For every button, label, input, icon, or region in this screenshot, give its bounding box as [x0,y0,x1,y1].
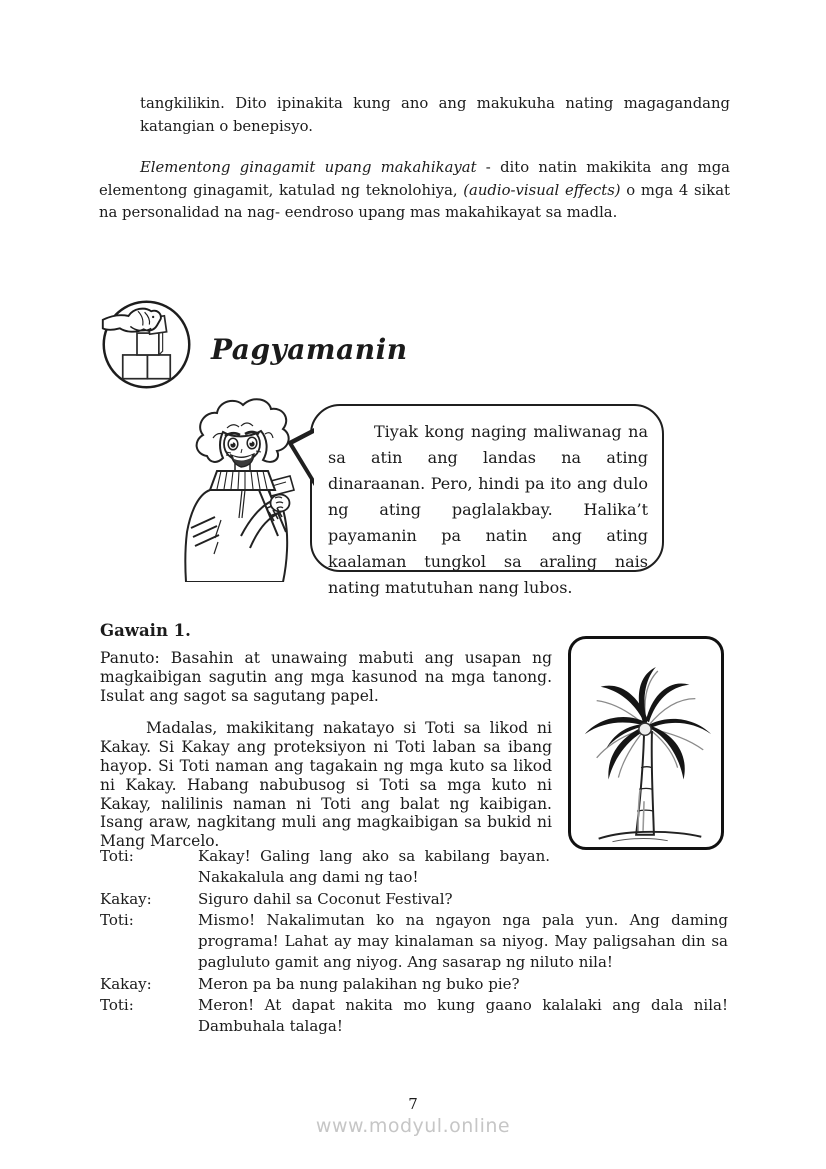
boy-mascot-svg [183,398,309,582]
intro-paragraph-2-text-a: - dito natin makikita ang mga elementong ginagamit, katulad ng teknolohiya, [99,159,730,199]
intro-paragraph-2-text-b: o mga 4 sikat na personalidad na nag- eendroso upang mas makahikayat sa madla. [99,181,731,221]
intro-paragraph-2-italic-lead: Elementong ginagamit upang makahikayat [140,159,477,176]
gawain-heading: Gawain 1. [100,621,191,640]
intro-paragraph-2-italic-effects: (audio-visual effects) [463,181,621,199]
intro-paragraph-1: tangkilikin. Dito ipinakita kung ano ang makukuha nating magagandang katangian o benepisyo. [140,95,730,135]
dialogue-turn [100,910,728,974]
watermark: www.modyul.online [315,1115,511,1137]
panuto-text: Panuto: Basahin at unawaing mabuti ang usapan ng magkaibigan sagutin ang mga kasunod na mga tanong. Isulat ang sagot sa sagutang papel. [100,649,552,705]
speech-bubble [310,404,664,597]
section-title: Pagyamanin [211,333,408,366]
dialogue-turn [100,974,728,995]
dialogue-line: Dambuhala talaga! [198,1017,343,1036]
page-number: 7 [408,1095,418,1113]
speaker-label: Toti: [100,847,134,865]
speaker-label: Toti: [100,996,134,1015]
dialogue-turn [100,889,728,910]
hand-stacking-blocks-svg [99,297,194,392]
dialogue-line: Kakay! Galing lang ako sa kabilang bayan. [198,847,550,865]
dialogue-line: Siguro dahil sa Coconut Festival? [198,889,453,908]
dialogue-section [100,846,728,1038]
dialogue-turn [100,846,728,889]
story-paragraph: Madalas, makikitang nakatayo si Toti sa likod ni Kakay. Si Kakay ang proteksiyon ni Toti laban sa ibang hayop. Si Toti naman ang tagakain ng mga kuto sa likod ni Kakay. Habang nabubusog si Toti sa mga kuto ni Kakay, nalilinis naman ni Toti ang balat ng kaibigan. Isang araw, nagkitang muli ang magkaibigan sa bukid ni Mang Marcelo. [100,719,552,851]
dialogue-line: Nakakalula ang dami ng tao! [198,868,419,887]
speaker-label: Kakay: [100,889,152,908]
gawain-text-column [100,649,552,851]
dialogue-line: Mismo! Nakalimutan ko na ngayon nga pala yun. Ang daming [198,910,728,929]
dialogue-turn [100,995,728,1038]
palm-tree-svg [573,641,721,847]
coconut-palm-tree-illustration [568,636,724,850]
dialogue-line: Meron! At dapat nakita mo kung gaano kalalaki ang dala nila! [198,996,728,1015]
dialogue-line: programa! Lahat ay may kinalaman sa niyog. May paligsahan din sa [198,932,728,951]
speech-bubble-text: Tiyak kong naging maliwanag na sa atin ang landas na ating dinaraanan. Pero, hindi pa ito ang dulo ng ating paglalakbay. Halika’t payamanin pa natin ang ating kaalaman tungkol sa araling nais nating matutuhan nang lubos. [328,422,648,597]
dialogue-line: pagluluto gamit ang niyog. Ang sasarap ng niluto nila! [198,953,613,972]
hand-stacking-blocks-icon [99,297,194,392]
speaker-label: Toti: [100,910,134,929]
dialogue-line: Meron pa ba nung palakihan ng buko pie? [198,974,520,993]
boy-mascot-illustration [183,398,309,582]
speaker-label: Kakay: [100,974,152,993]
intro-paragraph-2 [99,157,730,225]
